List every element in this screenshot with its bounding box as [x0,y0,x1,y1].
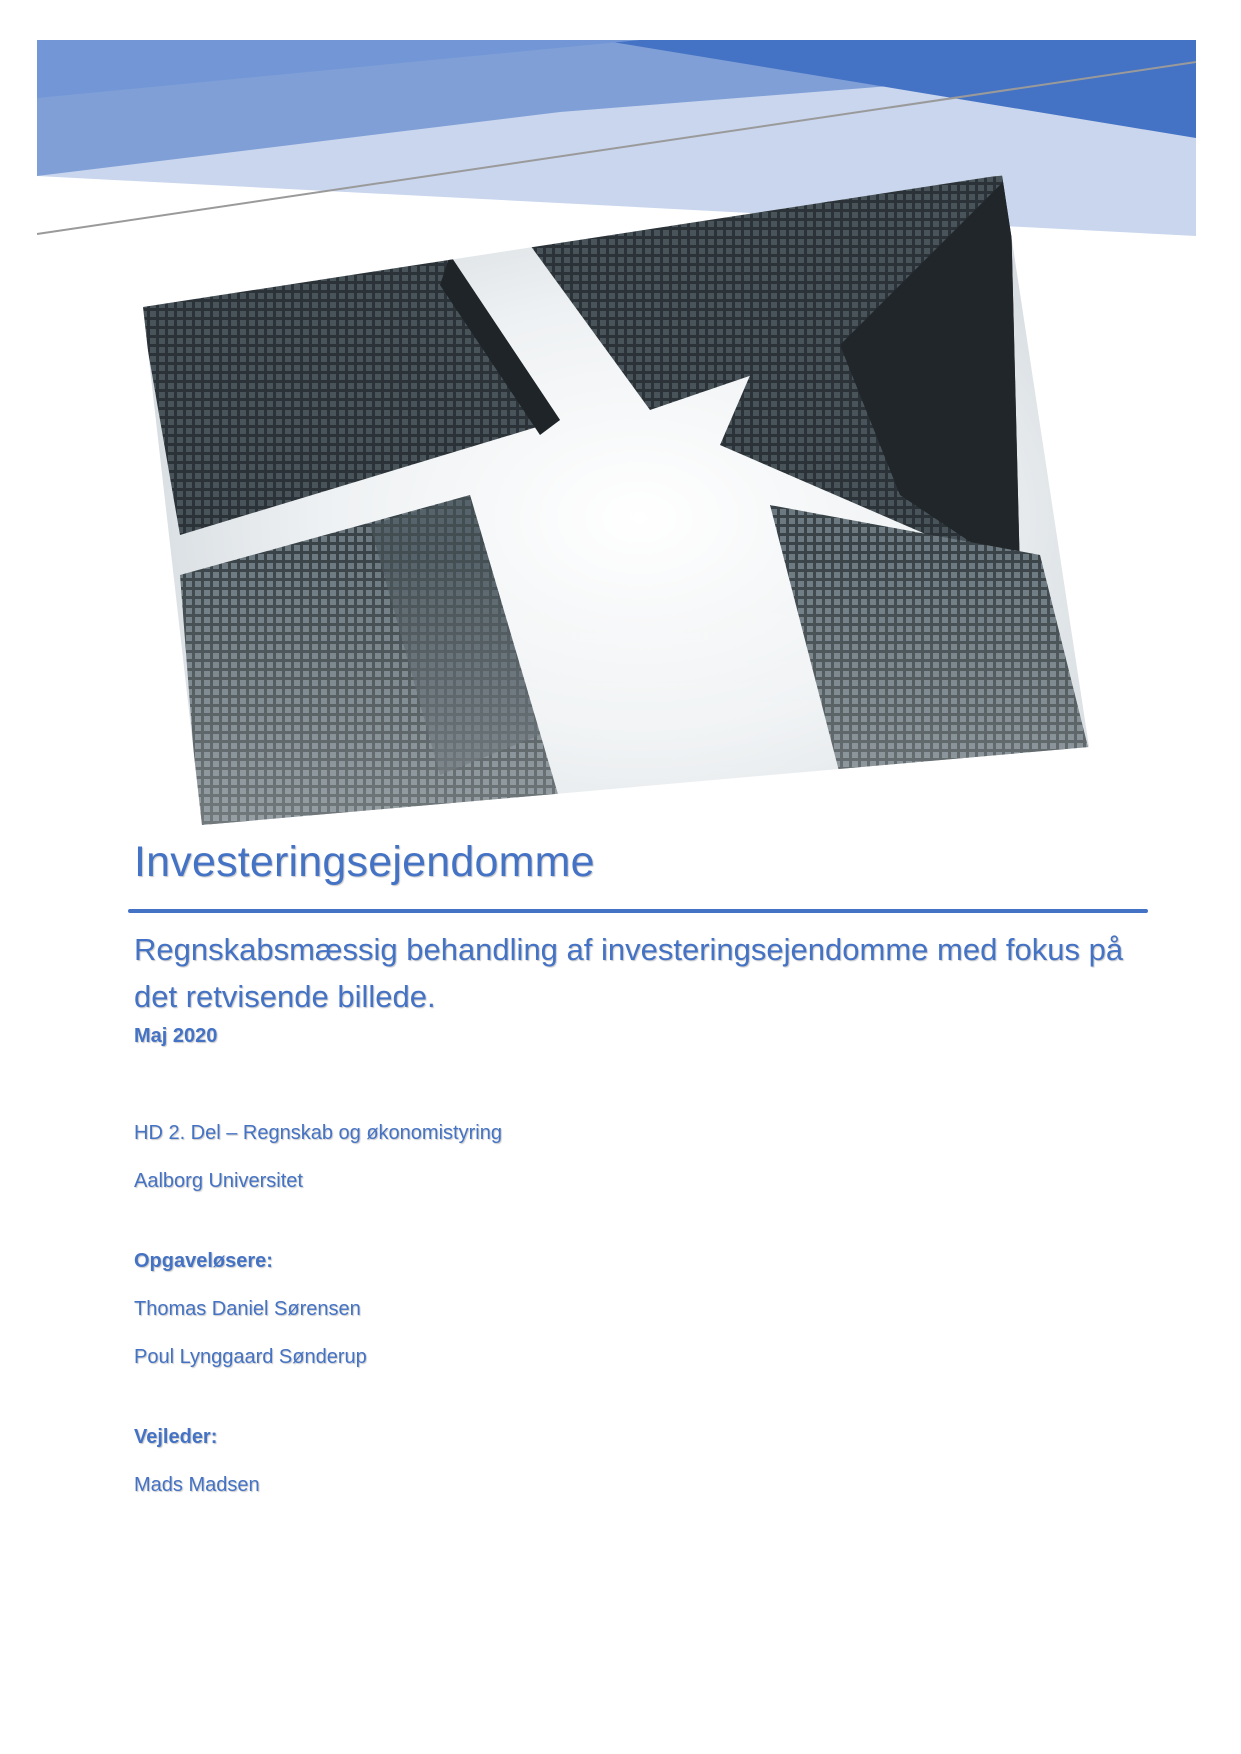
document-date: Maj 2020 [134,1025,218,1047]
authors-label: Opgaveløsere: [134,1250,273,1272]
title-divider [128,909,1148,913]
university-name: Aalborg Universitet [134,1170,303,1192]
program-name: HD 2. Del – Regnskab og økonomistyring [134,1122,502,1144]
document-subtitle: Regnskabsmæssig behandling af investeringsejendomme med fokus på det retvisende billede. [134,932,1124,1014]
supervisor-label: Vejleder: [134,1426,218,1448]
author-name: Poul Lynggaard Sønderup [134,1346,367,1368]
document-title: Investeringsejendomme [134,838,595,886]
cover-photo [140,175,1100,835]
author-name: Thomas Daniel Sørensen [134,1298,361,1320]
supervisor-name: Mads Madsen [134,1474,260,1496]
